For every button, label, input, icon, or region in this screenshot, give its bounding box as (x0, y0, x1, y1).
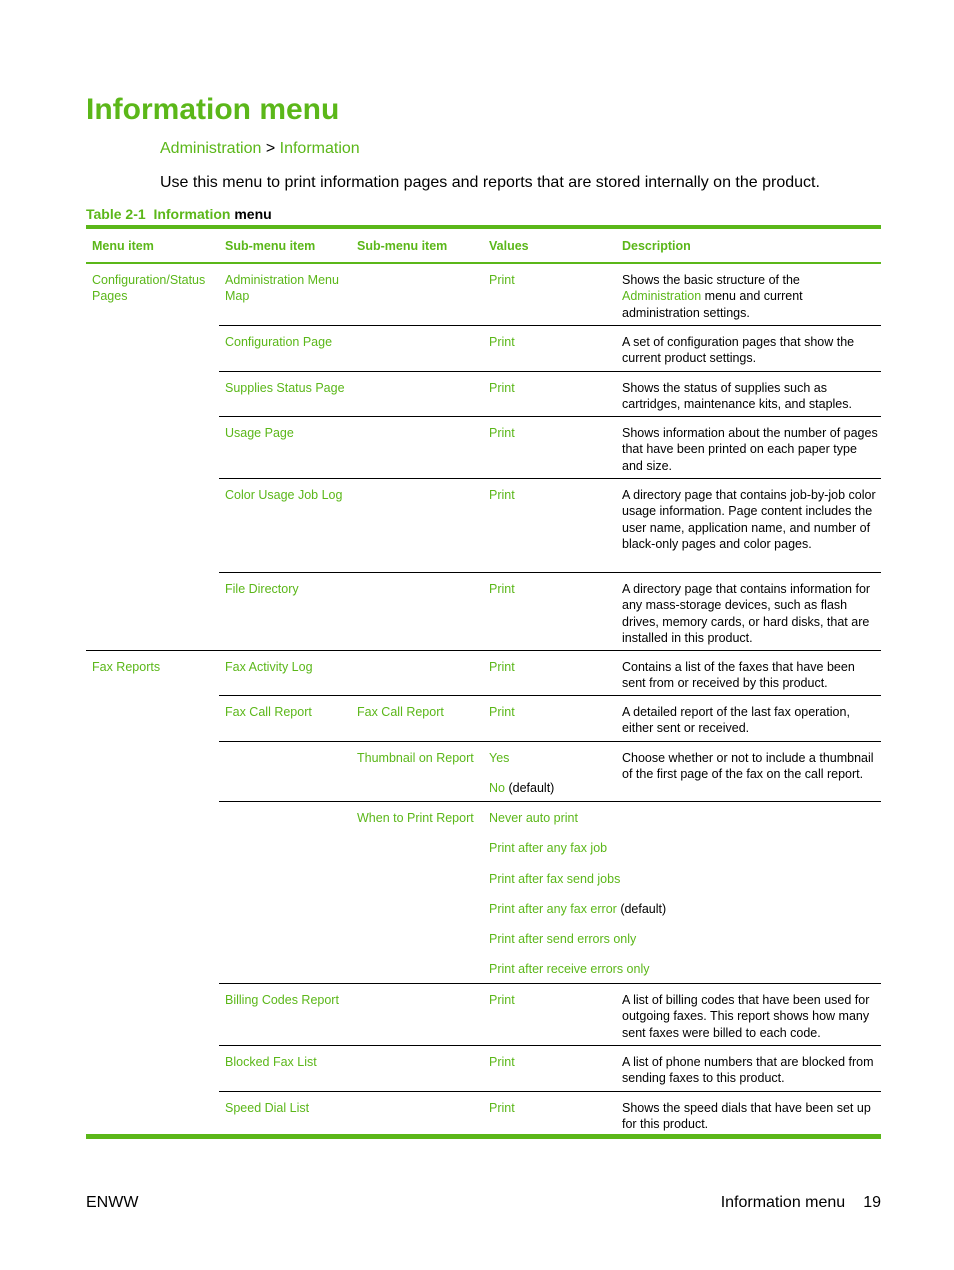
value-print-after-any-fax-job[interactable]: Print after any fax job (489, 841, 608, 856)
sub-sub-menu-thumbnail-on-report[interactable]: Thumbnail on Report (357, 751, 474, 765)
description (622, 272, 880, 321)
description: A detailed report of the last fax operation, either sent or received. (622, 705, 850, 736)
description: A set of configuration pages that show the current product settings. (622, 335, 855, 366)
value-print-after-fax-send-jobs[interactable]: Print after fax send jobs (489, 871, 621, 886)
value-print[interactable]: Print (489, 273, 515, 287)
table-row (86, 651, 881, 696)
table-row (86, 417, 881, 479)
default-note: (default) (620, 901, 667, 916)
header-values: Values (489, 238, 529, 253)
value-print-after-send-errors-only[interactable]: Print after send errors only (489, 932, 637, 947)
description: A list of billing codes that have been used for outgoing faxes. This report shows how many sent faxes were billed to each code. (622, 993, 870, 1040)
description-text: menu and current administration settings. (622, 289, 803, 320)
value-never-auto-print[interactable]: Never auto print (489, 811, 578, 825)
table-row (86, 326, 881, 372)
sub-menu-administration-menu-map[interactable]: Administration Menu Map (225, 273, 339, 304)
sub-menu-blocked-fax-list[interactable]: Blocked Fax List (225, 1055, 317, 1069)
table-row (86, 984, 881, 1046)
breadcrumb-separator: > (265, 140, 276, 157)
default-note: (default) (508, 781, 555, 796)
value-print[interactable]: Print (489, 582, 515, 596)
table-row (86, 573, 881, 651)
value-yes[interactable]: Yes (489, 751, 510, 765)
sub-menu-file-directory[interactable]: File Directory (225, 582, 299, 596)
values-list (489, 810, 679, 992)
description: Shows information about the number of pages that have been printed on each paper type and size. (622, 426, 878, 473)
menu-item-fax-reports[interactable]: Fax Reports (92, 660, 161, 674)
table-caption-label: Table 2-1 (86, 206, 146, 222)
footer-label: ENWW (86, 1194, 139, 1211)
table-caption (86, 205, 272, 223)
value-print[interactable]: Print (489, 488, 515, 502)
sub-menu-supplies-status-page[interactable]: Supplies Status Page (225, 381, 345, 395)
footer-section-title: Information menu (720, 1194, 846, 1211)
value-print[interactable]: Print (489, 335, 515, 349)
value-print[interactable]: Print (489, 993, 515, 1007)
description: Shows the status of supplies such as cartridges, maintenance kits, and staples. (622, 381, 852, 412)
table-caption-suffix: menu (234, 206, 272, 222)
header-description: Description (622, 238, 691, 253)
header-menu-item: Menu item (92, 238, 154, 253)
information-menu-table (86, 225, 881, 1139)
sub-menu-usage-page[interactable]: Usage Page (225, 426, 294, 440)
description: A list of phone numbers that are blocked from sending faxes to this product. (622, 1055, 874, 1086)
sub-sub-menu-when-to-print-report[interactable]: When to Print Report (357, 811, 474, 825)
table-row (86, 1092, 881, 1134)
sub-menu-speed-dial-list[interactable]: Speed Dial List (225, 1101, 310, 1115)
value-print[interactable]: Print (489, 1055, 515, 1069)
footer-page-info (721, 1193, 881, 1213)
table-row (86, 742, 881, 802)
description-link-administration[interactable]: Administration (622, 289, 702, 304)
breadcrumb-link-administration[interactable]: Administration (160, 140, 262, 157)
sub-menu-billing-codes-report[interactable]: Billing Codes Report (225, 993, 339, 1007)
sub-menu-fax-call-report[interactable]: Fax Call Report (225, 705, 312, 719)
value-print-after-receive-errors-only[interactable]: Print after receive errors only (489, 962, 650, 977)
value-print[interactable]: Print (489, 381, 515, 395)
header-sub-menu-item: Sub-menu item (225, 238, 316, 253)
header-sub-menu-item-2: Sub-menu item (357, 238, 448, 253)
table-header (86, 229, 881, 262)
page-number: 19 (863, 1194, 881, 1211)
sub-sub-menu-fax-call-report[interactable]: Fax Call Report (357, 705, 444, 719)
description: Choose whether or not to include a thumbnail of the first page of the fax on the call report. (622, 751, 874, 782)
sub-menu-color-usage-job-log[interactable]: Color Usage Job Log (225, 488, 343, 502)
table-row (86, 372, 881, 417)
description: A directory page that contains job-by-job color usage information. Page content includes the user name, application name, and number of black-only pages and color pages. (622, 488, 876, 551)
sub-menu-configuration-page[interactable]: Configuration Page (225, 335, 333, 349)
intro-paragraph: Use this menu to print information pages and reports that are stored internally on the product. (160, 174, 820, 191)
value-print-after-any-fax-error[interactable]: Print after any fax error (489, 901, 617, 916)
description: A directory page that contains information for any mass-storage devices, such as flash drives, memory cards, or hard disks, that are installed in this product. (622, 582, 871, 645)
sub-menu-fax-activity-log[interactable]: Fax Activity Log (225, 660, 313, 674)
value-print[interactable]: Print (489, 705, 515, 719)
menu-item-configuration-status-pages[interactable]: Configuration/Status Pages (92, 273, 206, 304)
value-print[interactable]: Print (489, 1101, 515, 1115)
breadcrumb-link-information[interactable]: Information (279, 140, 360, 157)
table-row (86, 802, 881, 984)
value-print[interactable]: Print (489, 426, 515, 440)
table-bottom-rule (86, 1134, 881, 1139)
table-caption-name: Information (153, 206, 231, 222)
breadcrumb (160, 139, 360, 159)
value-no[interactable]: No (489, 781, 505, 796)
value-print[interactable]: Print (489, 660, 515, 674)
description: Shows the speed dials that have been set up for this product. (622, 1101, 871, 1132)
description: Contains a list of the faxes that have been sent from or received by this product. (622, 660, 855, 691)
table-row (86, 264, 881, 326)
description-text: Shows the basic structure of the (622, 273, 800, 287)
table-row (86, 696, 881, 742)
table-row (86, 479, 881, 573)
page-title: Information menu (86, 93, 340, 126)
values-list (489, 750, 619, 797)
table-row (86, 1046, 881, 1092)
